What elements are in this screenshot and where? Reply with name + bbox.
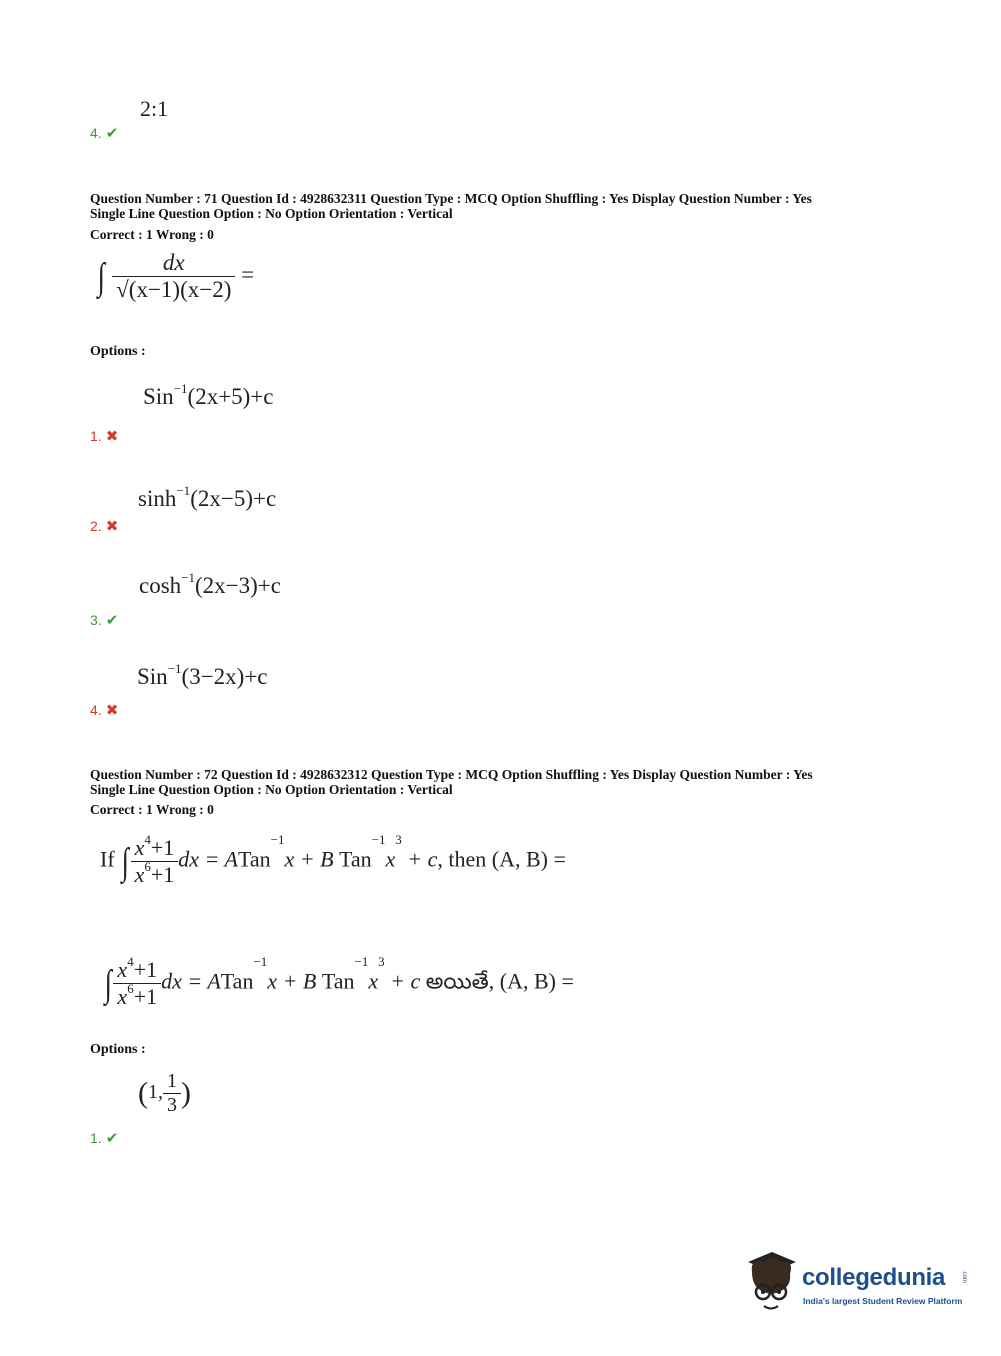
logo-suffix: .com <box>961 1270 967 1284</box>
q71-meta-line2: Single Line Question Option : No Option Orientation : Vertical <box>90 206 453 221</box>
q72-options-label: Options : <box>90 1042 146 1057</box>
integral-sign: ∫ <box>121 840 130 883</box>
q71-option-3-number: 3. ✔ <box>90 612 119 629</box>
q72-meta-line2: Single Line Question Option : No Option Orientation : Vertical <box>90 782 453 797</box>
option-4-prev-number: 4. ✔ <box>90 125 119 142</box>
cross-icon: ✖ <box>105 702 119 719</box>
q71-score: Correct : 1 Wrong : 0 <box>90 227 214 242</box>
logo-name: collegedunia <box>802 1264 946 1291</box>
q72-score: Correct : 1 Wrong : 0 <box>90 802 214 817</box>
q72-question-en: If ∫ $\frac{x^4+1}{x^6+1}$ dx = ATan$^{-1}$x + B $Tan^{-1}x^3 + c$, then (A, B) = <box>100 832 566 887</box>
logo-tagline: India's largest Student Review Platform <box>803 1296 963 1306</box>
integral-sign: ∫ <box>104 962 112 1005</box>
q72-meta-line1: Question Number : 72 Question Id : 4928632312 Question Type : MCQ Option Shuffling : Yes Display Question Number : Yes <box>90 767 813 782</box>
q71-option-3-text: $\cosh^{-1}(2x-3)+c$ <box>139 570 281 598</box>
check-icon: ✔ <box>105 125 119 142</box>
q71-option-2-text: $\sinh^{-1}(2x-5)+c$ <box>138 483 277 511</box>
mascot-icon <box>742 1250 802 1314</box>
q71-option-1-number: 1. ✖ <box>90 428 119 445</box>
q72-option-1-text: (1, $\frac{1}{3}$ ) <box>138 1070 191 1116</box>
check-icon: ✔ <box>105 1130 119 1147</box>
check-icon: ✔ <box>105 612 119 629</box>
q71-meta-line1: Question Number : 71 Question Id : 4928632311 Question Type : MCQ Option Shuffling : Yes Display Question Number : Yes <box>90 191 812 206</box>
q71-options-label: Options : <box>90 344 146 359</box>
cross-icon: ✖ <box>105 518 119 535</box>
q72-fraction-en: $\frac{x^4+1}{x^6+1}$ <box>131 835 179 888</box>
q71-fraction: $\frac{dx}{√(x-1)(x-2)}$ <box>112 250 235 303</box>
q72-question-te: ∫ $\frac{x^4+1}{x^6+1}$ dx = ATan$^{-1}$x + B $Tan^{-1}x^3 + c$ అయితే, (A, B) = <box>104 954 574 1009</box>
q71-option-1-text: Sin$^{-1}$(2x+5)+c <box>143 381 274 409</box>
q71-option-4-text: Sin$^{-1}$(3−2x)+c <box>137 661 268 689</box>
cross-icon: ✖ <box>105 428 119 445</box>
q72-fraction-te: $\frac{x^4+1}{x^6+1}$ <box>113 957 161 1010</box>
q71-option-2-number: 2. ✖ <box>90 518 119 535</box>
q71-question: ∫ $\frac{dx}{√(x-1)(x-2)}$ = <box>97 250 255 302</box>
integral-sign: ∫ <box>97 255 105 298</box>
option-4-prev-text: 2:1 <box>140 96 169 121</box>
q71-option-4-number: 4. ✖ <box>90 702 119 719</box>
q72-option-1-number: 1. ✔ <box>90 1130 119 1147</box>
collegedunia-logo <box>742 1250 972 1320</box>
